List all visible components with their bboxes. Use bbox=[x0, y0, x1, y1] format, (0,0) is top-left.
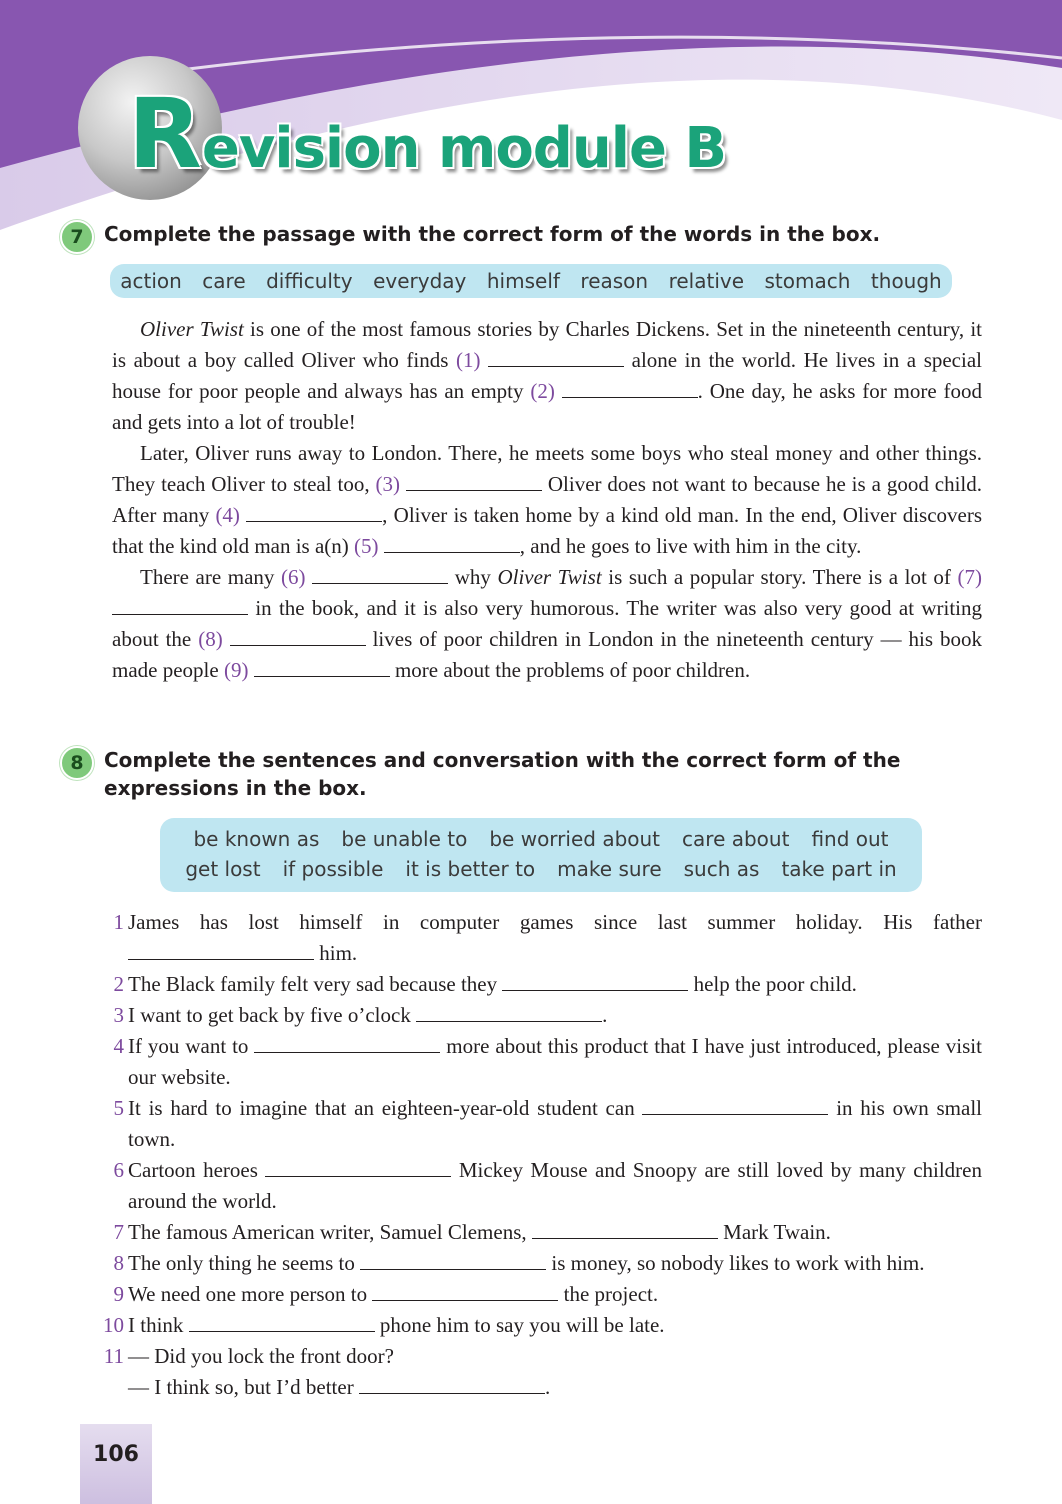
blank-number: (2) bbox=[530, 379, 555, 403]
answer-blank[interactable] bbox=[230, 629, 366, 646]
expression-item: be known as bbox=[193, 827, 320, 851]
answer-blank[interactable] bbox=[488, 350, 624, 367]
answer-blank[interactable] bbox=[254, 1036, 440, 1053]
expression-row bbox=[160, 854, 922, 884]
word-item: everyday bbox=[373, 269, 467, 293]
answer-blank[interactable] bbox=[360, 1253, 546, 1270]
exercise-instruction: Complete the passage with the correct form of the words in the box. bbox=[104, 222, 881, 246]
book-title: Oliver Twist bbox=[140, 317, 244, 341]
list-item: 4 If you want to more about this product that I have just introduced, please visit our website. bbox=[113, 1034, 982, 1089]
expression-item: make sure bbox=[557, 857, 662, 881]
word-item: difficulty bbox=[266, 269, 353, 293]
answer-blank[interactable] bbox=[312, 567, 448, 584]
expression-item: it is better to bbox=[405, 857, 536, 881]
list-item: 3 I want to get back by five o’clock . bbox=[113, 1003, 608, 1027]
word-item: though bbox=[870, 269, 942, 293]
expression-item: be worried about bbox=[489, 827, 661, 851]
word-item: action bbox=[120, 269, 182, 293]
word-item: himself bbox=[486, 269, 560, 293]
passage-paragraph: There are many (6) why Oliver Twist is such a popular story. There is a lot of (7) in the book, and it is also very humorous. The writer was also very good at writing about the (8) lives of poor children in London in the nineteenth century — his book made people (9) more about the problems of poor children. bbox=[112, 565, 983, 682]
expression-item: if possible bbox=[282, 857, 384, 881]
answer-blank[interactable] bbox=[384, 536, 520, 553]
expression-item: be unable to bbox=[341, 827, 468, 851]
blank-number: (1) bbox=[455, 348, 481, 372]
expression-item: such as bbox=[683, 857, 760, 881]
expression-item: find out bbox=[811, 827, 889, 851]
answer-blank[interactable] bbox=[359, 1377, 545, 1394]
blank-number: (4) bbox=[215, 503, 240, 527]
word-item: stomach bbox=[764, 269, 851, 293]
answer-blank[interactable] bbox=[372, 1284, 558, 1301]
list-item: 9 We need one more person to the project. bbox=[113, 1282, 659, 1306]
list-item: 11 — Did you lock the front door? — I think so, but I’d better . bbox=[103, 1344, 551, 1399]
list-item: 7 The famous American writer, Samuel Clemens, Mark Twain. bbox=[113, 1220, 831, 1244]
answer-blank[interactable] bbox=[532, 1222, 718, 1239]
exercise-number-badge: 8 bbox=[60, 746, 94, 780]
blank-number: (9) bbox=[223, 658, 249, 682]
blank-number: (6) bbox=[281, 565, 306, 589]
answer-blank[interactable] bbox=[642, 1098, 828, 1115]
word-item: reason bbox=[580, 269, 649, 293]
expression-row bbox=[160, 824, 922, 854]
passage-paragraph: Later, Oliver runs away to London. There, he meets some boys who steal money and other things. They teach Oliver to steal too, (3) Oliver does not want to because he is a good child. After many (4) , Oliver is taken home by a kind old man. In the end, Oliver discovers that the kind old man is a(n) (5) , and he goes to live with him in the city. bbox=[112, 441, 983, 558]
sentence-list bbox=[90, 907, 982, 1403]
list-item: 6 Cartoon heroes Mickey Mouse and Snoopy are still loved by many children around the world. bbox=[113, 1158, 982, 1213]
expression-box bbox=[160, 818, 922, 892]
word-item: relative bbox=[668, 269, 745, 293]
answer-blank[interactable] bbox=[128, 943, 314, 960]
answer-blank[interactable] bbox=[406, 474, 542, 491]
blank-number: (5) bbox=[354, 534, 379, 558]
answer-blank[interactable] bbox=[416, 1005, 602, 1022]
expression-item: get lost bbox=[185, 857, 261, 881]
expression-item: take part in bbox=[781, 857, 897, 881]
exercise-7-heading bbox=[60, 220, 984, 254]
exercise-8-heading bbox=[60, 746, 984, 802]
expression-item: care about bbox=[682, 827, 790, 851]
blank-number: (8) bbox=[198, 627, 223, 651]
blank-number: (3) bbox=[375, 472, 401, 496]
answer-blank[interactable] bbox=[502, 974, 688, 991]
list-item: 1 James has lost himself in computer games since last summer holiday. His father him. bbox=[113, 910, 982, 965]
list-item: 2 The Black family felt very sad because they help the poor child. bbox=[113, 972, 857, 996]
exercise-number-badge: 7 bbox=[60, 220, 94, 254]
page-number-tab bbox=[80, 1424, 152, 1504]
passage-paragraph: Oliver Twist is one of the most famous stories by Charles Dickens. Set in the nineteenth century, it is about a boy called Oliver who finds (1) alone in the world. He lives in a special house for poor people and always has an empty (2) . One day, he asks for more food and gets into a lot of trouble! bbox=[112, 317, 982, 434]
list-item: 5 It is hard to imagine that an eighteen-year-old student can in his own small town. bbox=[113, 1096, 982, 1151]
answer-blank[interactable] bbox=[246, 505, 382, 522]
exercise-instruction: Complete the sentences and conversation with the correct form of the expressions in the box. bbox=[104, 748, 901, 800]
page-number: 106 bbox=[93, 1442, 139, 1467]
answer-blank[interactable] bbox=[254, 660, 390, 677]
reading-passage bbox=[112, 314, 982, 686]
word-box bbox=[110, 264, 952, 298]
header-banner bbox=[0, 0, 1062, 240]
answer-blank[interactable] bbox=[189, 1315, 375, 1332]
word-item: care bbox=[202, 269, 246, 293]
answer-blank[interactable] bbox=[265, 1160, 451, 1177]
answer-blank[interactable] bbox=[112, 598, 248, 615]
blank-number: (7) bbox=[957, 565, 983, 589]
list-item: 8 The only thing he seems to is money, so nobody likes to work with him. bbox=[113, 1251, 925, 1275]
page-title: Revision module B bbox=[128, 78, 727, 190]
book-title: Oliver Twist bbox=[497, 565, 602, 589]
answer-blank[interactable] bbox=[562, 381, 698, 398]
list-item: 10 I think phone him to say you will be late. bbox=[103, 1313, 665, 1337]
